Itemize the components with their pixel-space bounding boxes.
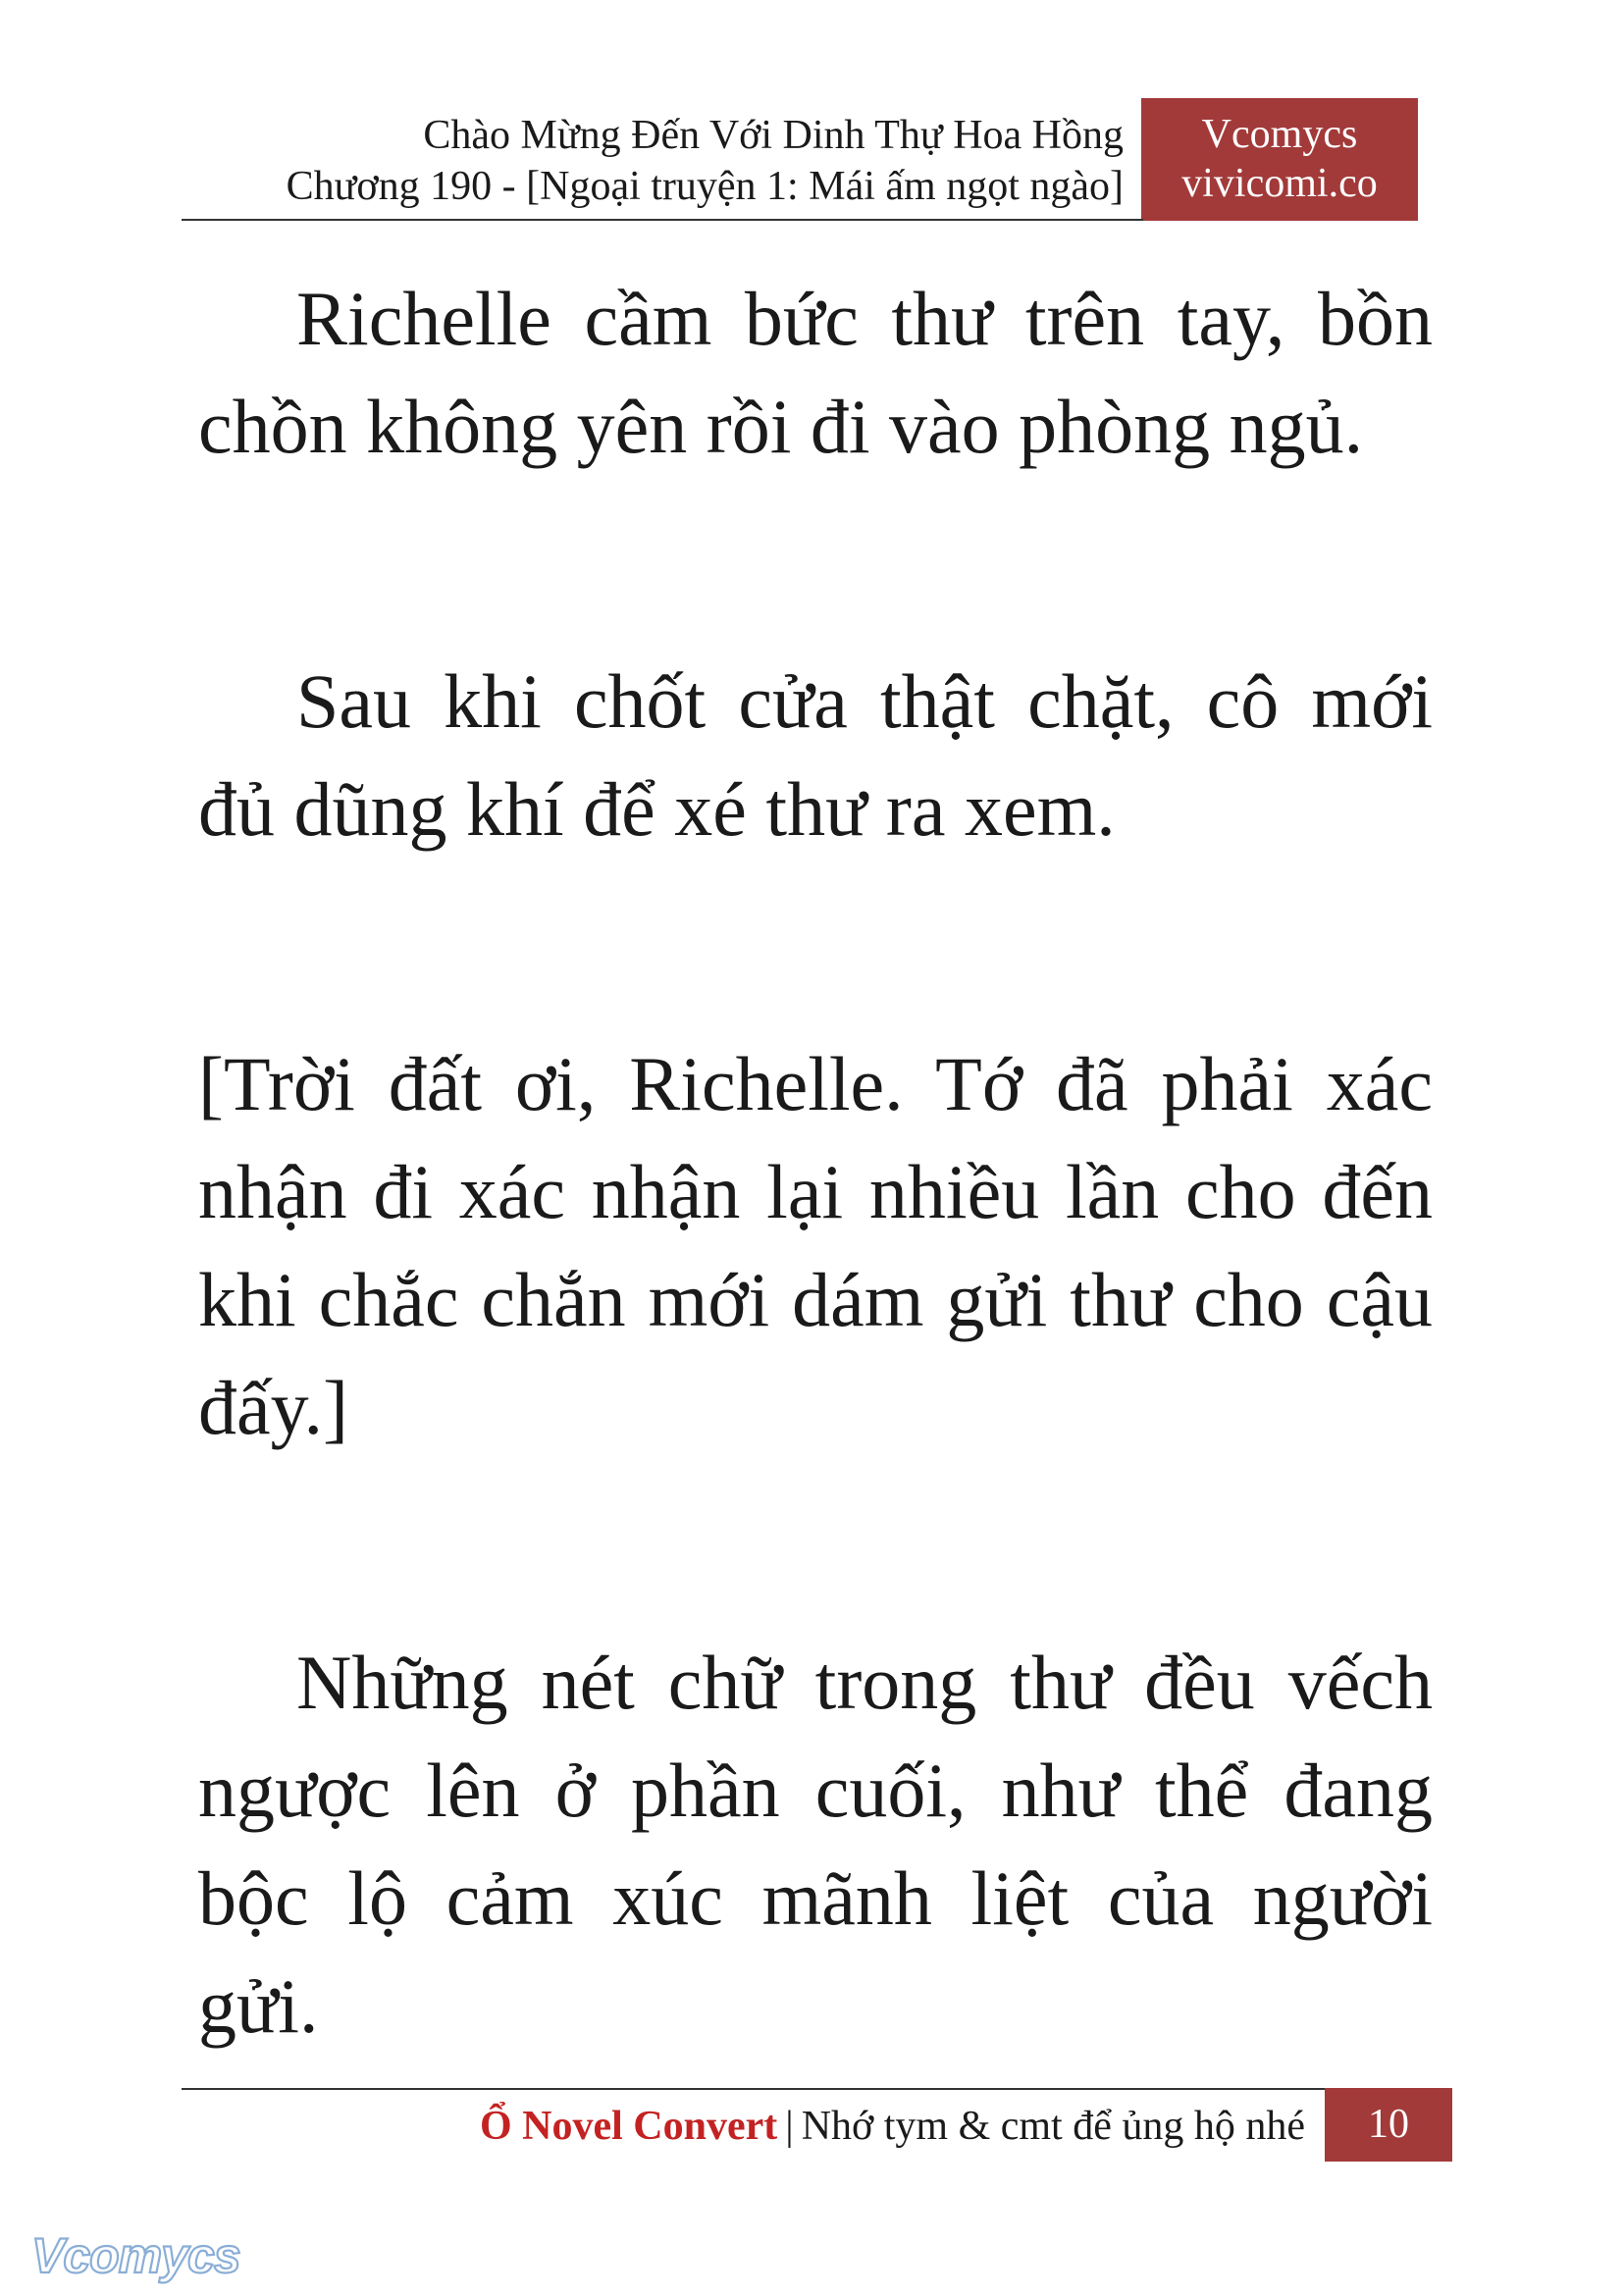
footer-message: Nhớ tym & cmt để ủng hộ nhé	[801, 2104, 1305, 2149]
site-url: vivicomi.co	[1181, 161, 1378, 206]
paragraph: Sau khi chốt cửa thật chặt, cô mới đủ dũng khí để xé thư ra xem.	[198, 658, 1433, 852]
site-name: Vcomycs	[1201, 112, 1358, 157]
vcomycs-watermark-logo	[27, 2227, 273, 2291]
watermark-logo-icon	[27, 2227, 273, 2286]
chapter-title: Chương 190 - [Ngoại truyện 1: Mái ấm ngọt ngào]	[286, 164, 1124, 209]
page-content	[198, 265, 1433, 2227]
page-number: 10	[1325, 2088, 1452, 2162]
footer-divider	[182, 2088, 1325, 2090]
paragraph: Richelle cầm bức thư trên tay, bồn chồn không yên rồi đi vào phòng ngủ.	[198, 276, 1433, 469]
footer-separator: |	[785, 2104, 794, 2149]
watermark-text: Vcomycs	[31, 2228, 240, 2283]
footer-credit	[480, 2102, 1305, 2151]
footer-brand: Ổ Novel Convert	[479, 2104, 778, 2149]
header-titles	[287, 110, 1124, 212]
page-header	[182, 98, 1418, 221]
header-divider	[182, 219, 1143, 221]
book-title: Chào Mừng Đến Với Dinh Thự Hoa Hồng	[423, 113, 1124, 158]
site-badge	[1141, 98, 1418, 221]
paragraph-letter-quote: [Trời đất ơi, Richelle. Tớ đã phải xác nhận đi xác nhận lại nhiều lần cho đến khi chắc chắn mới dám gửi thư cho cậu đấy.]	[198, 1041, 1433, 1450]
paragraph: Những nét chữ trong thư đều vếch ngược lên ở phần cuối, như thể đang bộc lộ cảm xúc mãnh liệt của người gửi.	[198, 1640, 1433, 2049]
page-footer	[182, 2088, 1452, 2162]
